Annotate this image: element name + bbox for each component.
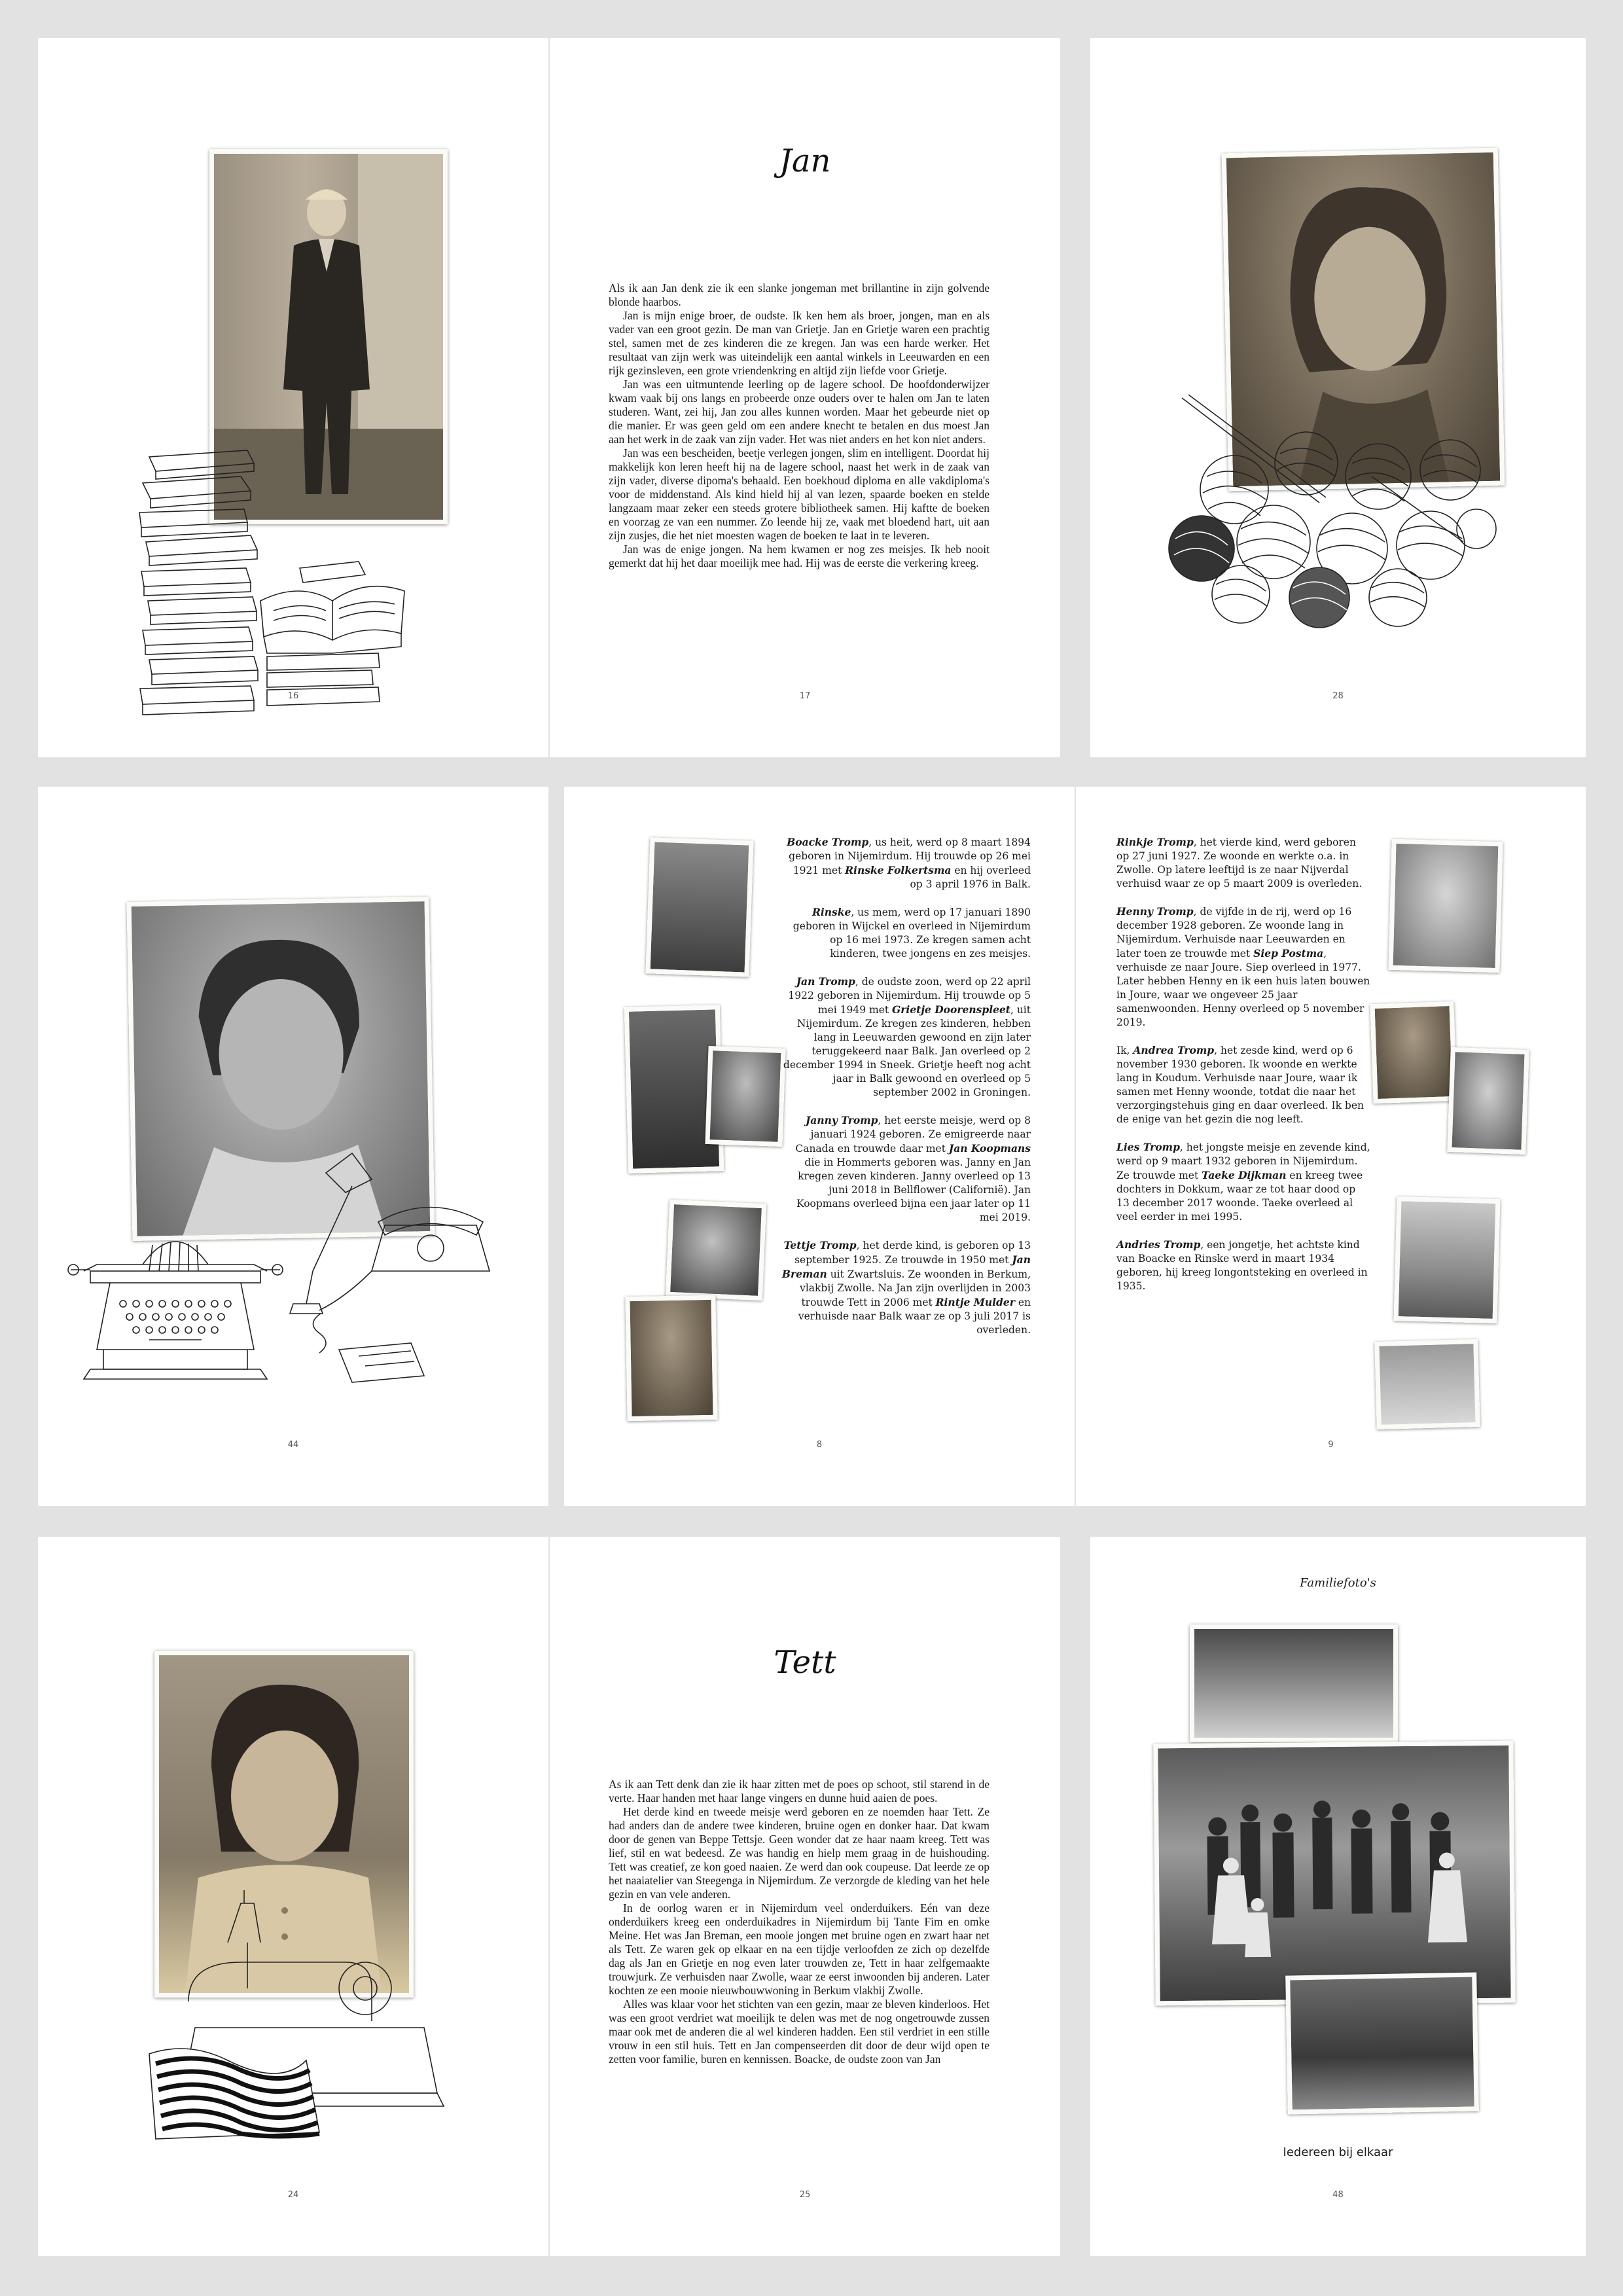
bio-entry: Ik, Andrea Tromp, het zesde kind, werd op 6 november 1930 geboren. Ik woonde en werkte lang in Koudum. Verhuisde naar Joure, waar ik samen met Henny woonde, totdat die naar het verzorgingstehuis ging en daar overleed. Ik ben de enige van het gezin die nog leeft. [1116, 1044, 1364, 1125]
photo-large-family-gathering [1153, 1741, 1515, 2006]
bio-entries [1116, 835, 1370, 1307]
sewing-machine-icon [149, 1890, 476, 2139]
family-crowd-icon [1158, 1746, 1510, 2001]
photo-andrea-portrait [1447, 1047, 1529, 1155]
photo-henny-portrait [1370, 1001, 1457, 1103]
page-number: 8 [816, 1440, 823, 1450]
paragraph: Alles was klaar voor het stichten van een gezin, maar ze bleven kinderloos. Het was een groot verdriet wat moeilijk te delen was met de nog ongetrouwde zussen maar ook met de anderen die al wel kinderen hadden. Een stil verdriet in een stille vrouw in een stil huis. Tett en Jan compenseerden dit door de deur wijd open te zetten voor familie, buren en kennissen. Boacke, de oudste zoon van Jan [609, 1998, 990, 2066]
photo-family-portrait [1285, 1972, 1479, 2114]
page-tett-photo [38, 1537, 548, 2256]
photo-rinkje-portrait [1388, 839, 1503, 973]
paragraph: Jan was een uitmuntende leerling op de lagere school. De hoofdonderwijzer kwam vaak bij ons langs en probeerde onze ouders over te halen om Jan te laten studeren. Want, zei hij, Jan zou alles kunnen worden. Maar het gebeurde niet op die manier. Er was geen geld om een andere knecht te betalen en dus moest Jan aan het werk in de zaak van zijn vader. Het was niet anders en het kon niet anders. [609, 378, 990, 446]
photo-baby-andries [1374, 1339, 1480, 1429]
page-knitting [1090, 38, 1586, 757]
chapter-body [609, 1778, 990, 2066]
bio-entry: Andries Tromp, een jongetje, het achtste kind van Boacke en Rinske werd in maart 1934 geboren, hij kreeg longontsteking en overleed in 1935. [1116, 1238, 1368, 1292]
chapter-body [609, 281, 990, 570]
page-number: 9 [1328, 1440, 1334, 1450]
page-number: 48 [1332, 2190, 1344, 2200]
photo-group-garden [1190, 1624, 1398, 1742]
page-jan-photo [38, 38, 548, 757]
bio-entry: Janny Tromp, het eerste meisje, werd op 8 januari 1924 geboren. Ze emigreerde naar Canada en trouwde daar met Jan Koopmans die in Hommerts geboren was. Janny en Jan kregen zeven kinderen. Janny overleed op 13 juni 2018 in Bellflower (Californië). Jan Koopmans overleed bijna een jaar later op 11 mei 2019. [795, 1114, 1031, 1223]
photo-young-man [705, 1046, 785, 1147]
page-number: 28 [1332, 691, 1344, 701]
page-typewriter [38, 787, 548, 1506]
page-family-photos [1090, 1537, 1586, 2256]
chapter-title: Jan [779, 143, 831, 179]
page-family-right [1076, 787, 1586, 1506]
books-stack-icon [136, 437, 411, 719]
bio-entry: Jan Tromp, de oudste zoon, werd op 22 april 1922 geboren in Nijemirdum. Hij trouwde op 5 mei 1949 met Grietje Doorenspleet, uit Nijemirdum. Ze kregen zes kinderen, hebben lang in Leeuwarden gewoond en zijn later teruggekeerd naar Balk. Jan overleed op 2 december 1994 in Sneek. Grietje heeft nog acht jaar in Balk gewoond en overleed op 5 september 2002 in Groningen. [783, 975, 1031, 1098]
photo-young-woman [625, 1295, 717, 1421]
page-number: 24 [287, 2190, 299, 2200]
paragraph: In de oorlog waren er in Nijemirdum veel onderduikers. Eén van deze onderduikers kreeg een onderduikadres in Nijemirdum bij Tante Fim en omke Meine. Het was Jan Breman, een mooie jongen met bruine ogen en zwart haar net als Tett. Ze waren gek op elkaar en na een tijdje verloofden ze zich op dezelfde dag als Jan en Grietje en nog even later trouwden ze, Tett in haar zelfgemaakte trouwjurk. Ze verhuisden naar Zwolle, waar ze eerst inwoonden bij anderen. Later kochten ze een mooie nieuwbouwwoning in Berkum vlakbij Zwolle. [609, 1901, 990, 1997]
chapter-title: Tett [774, 1644, 836, 1681]
paragraph: Jan is mijn enige broer, de oudste. Ik ken hem als broer, jongen, man en als vader van een groot gezin. De man van Grietje. Jan en Grietje waren een prachtig stel, samen met de zes kinderen die ze kregen. Jan was een harde werker. Het resultaat van zijn werk was uiteindelijk een aantal winkels in Leeuwarden en een rijk gezinsleven, een grote vriendenkring en altijd zijn liefde voor Grietje. [609, 309, 990, 377]
page-tett-text [550, 1537, 1060, 2256]
bio-entry: Tettje Tromp, het derde kind, is geboren op 13 september 1925. Ze trouwde in 1950 met Jan Breman uit Zwartsluis. Ze woonden in Berkum, vlakbij Zwolle. Na Jan zijn overlijden in 2003 trouwde Tett in 2006 met Rintje Mulder en verhuisde naar Balk waar ze op 3 juli 2017 is overleden. [781, 1239, 1031, 1336]
bio-entry: Rinkje Tromp, het vierde kind, werd geboren op 27 juni 1927. Ze woonde en werkte o.a. in Zwolle. Op latere leeftijd is ze naar Nijverdal verhuisd waar ze op 5 maart 2009 is overleden. [1116, 836, 1363, 889]
paragraph: As ik aan Tett denk dan zie ik haar zitten met de poes op schoot, stil starend in de verte. Haar handen met haar lange vingers en dunne huid aaien de poes. [609, 1778, 990, 1804]
photo-lies-outdoor [1394, 1196, 1501, 1323]
page-number: 16 [287, 691, 299, 701]
page-number: 17 [799, 691, 811, 701]
page-number: 44 [287, 1440, 299, 1450]
bio-entries [780, 835, 1031, 1351]
bio-entry: Rinske, us mem, werd op 17 januari 1890 geboren in Wijckel en overleed in Nijemirdum op 16 mei 1973. Ze kregen samen acht kinderen, twee jongens en zes meisjes. [793, 906, 1031, 960]
yarn-balls-icon [1156, 391, 1496, 627]
bio-entry: Henny Tromp, de vijfde in de rij, werd op 16 december 1928 geboren. Ze woonde lang in Nijemirdum. Verhuisde naar Leeuwarden en later toen ze trouwde met Siep Postma, verhuisde ze naar Joure. Siep overleed in 1977. Later hebben Henny en ik een huis laten bouwen in Joure, waar we ongeveer 25 jaar samenwoonden. Henny overleed op 5 november 2019. [1116, 905, 1370, 1028]
photo-caption: Iedereen bij elkaar [1283, 2145, 1393, 2159]
page-jan-text [550, 38, 1060, 757]
page-family-left [564, 787, 1075, 1506]
typewriter-phone-icon [71, 1114, 516, 1389]
paragraph: Jan was een bescheiden, beetje verlegen jongen, slim en intelligent. Doordat hij makkelijk kon leren heeft hij na de lagere school, naast het werk in de zaak van zijn vader, diverse dipoma's behaald. Een boekhoud diploma en alle vakdiploma's voor de middenstand. Als kind hield hij al van lezen, spaarde boeken en stelde langzaam maar zeker een steeds grotere bibliotheek samen. Hij kaftte de boeken en voorzag ze van een nummer. Zo leende hij ze, vaak met bloedend hart, uit aan zijn zusjes, die het niet moesten wagen de boeken te laat in te leveren. [609, 446, 990, 542]
photo-elderly-couple [666, 1200, 766, 1300]
paragraph: Als ik aan Jan denk zie ik een slanke jongeman met brillantine in zijn golvende blonde haarbos. [609, 281, 990, 308]
photo-family-group [645, 837, 753, 977]
bio-entry: Boacke Tromp, us heit, werd op 8 maart 1894 geboren in Nijemirdum. Hij trouwde op 26 mei 1921 met Rinske Folkertsma en hij overleed op 3 april 1976 in Balk. [787, 836, 1031, 890]
paragraph: Het derde kind en tweede meisje werd geboren en ze noemden haar Tett. Ze had anders dan de andere twee kinderen, bruine ogen en donker haar. Dat kwam door de genen van Beppe Tettsje. Geen wonder dat ze haar naam kreeg. Tett was lief, stil en wat bedeesd. Ze was handig en hielp mem graag in de huishouding. Tett was creatief, ze kon goed naaien. Ze werd dan ook coupeuse. Dat leerde ze op het naaiatelier van Steegenga in Nijemirdum. Ze verzorgde de kleding van het hele gezin en van vele anderen. [609, 1805, 990, 1901]
page-number: 25 [799, 2190, 811, 2200]
section-heading: Familiefoto's [1300, 1576, 1376, 1590]
paragraph: Jan was de enige jongen. Na hem kwamen er nog zes meisjes. Ik heb nooit gemerkt dat hij het daar moeilijk mee had. Hij was de eerste die verkering kreeg. [609, 543, 990, 569]
bio-entry: Lies Tromp, het jongste meisje en zevende kind, werd op 9 maart 1932 geboren in Nijemirdum. Ze trouwde met Taeke Dijkman en kreeg twee dochters in Dokkum, waar ze tot haar dood op 13 december 2017 woonde. Taeke overleed al veel eerder in mei 1995. [1116, 1141, 1370, 1223]
